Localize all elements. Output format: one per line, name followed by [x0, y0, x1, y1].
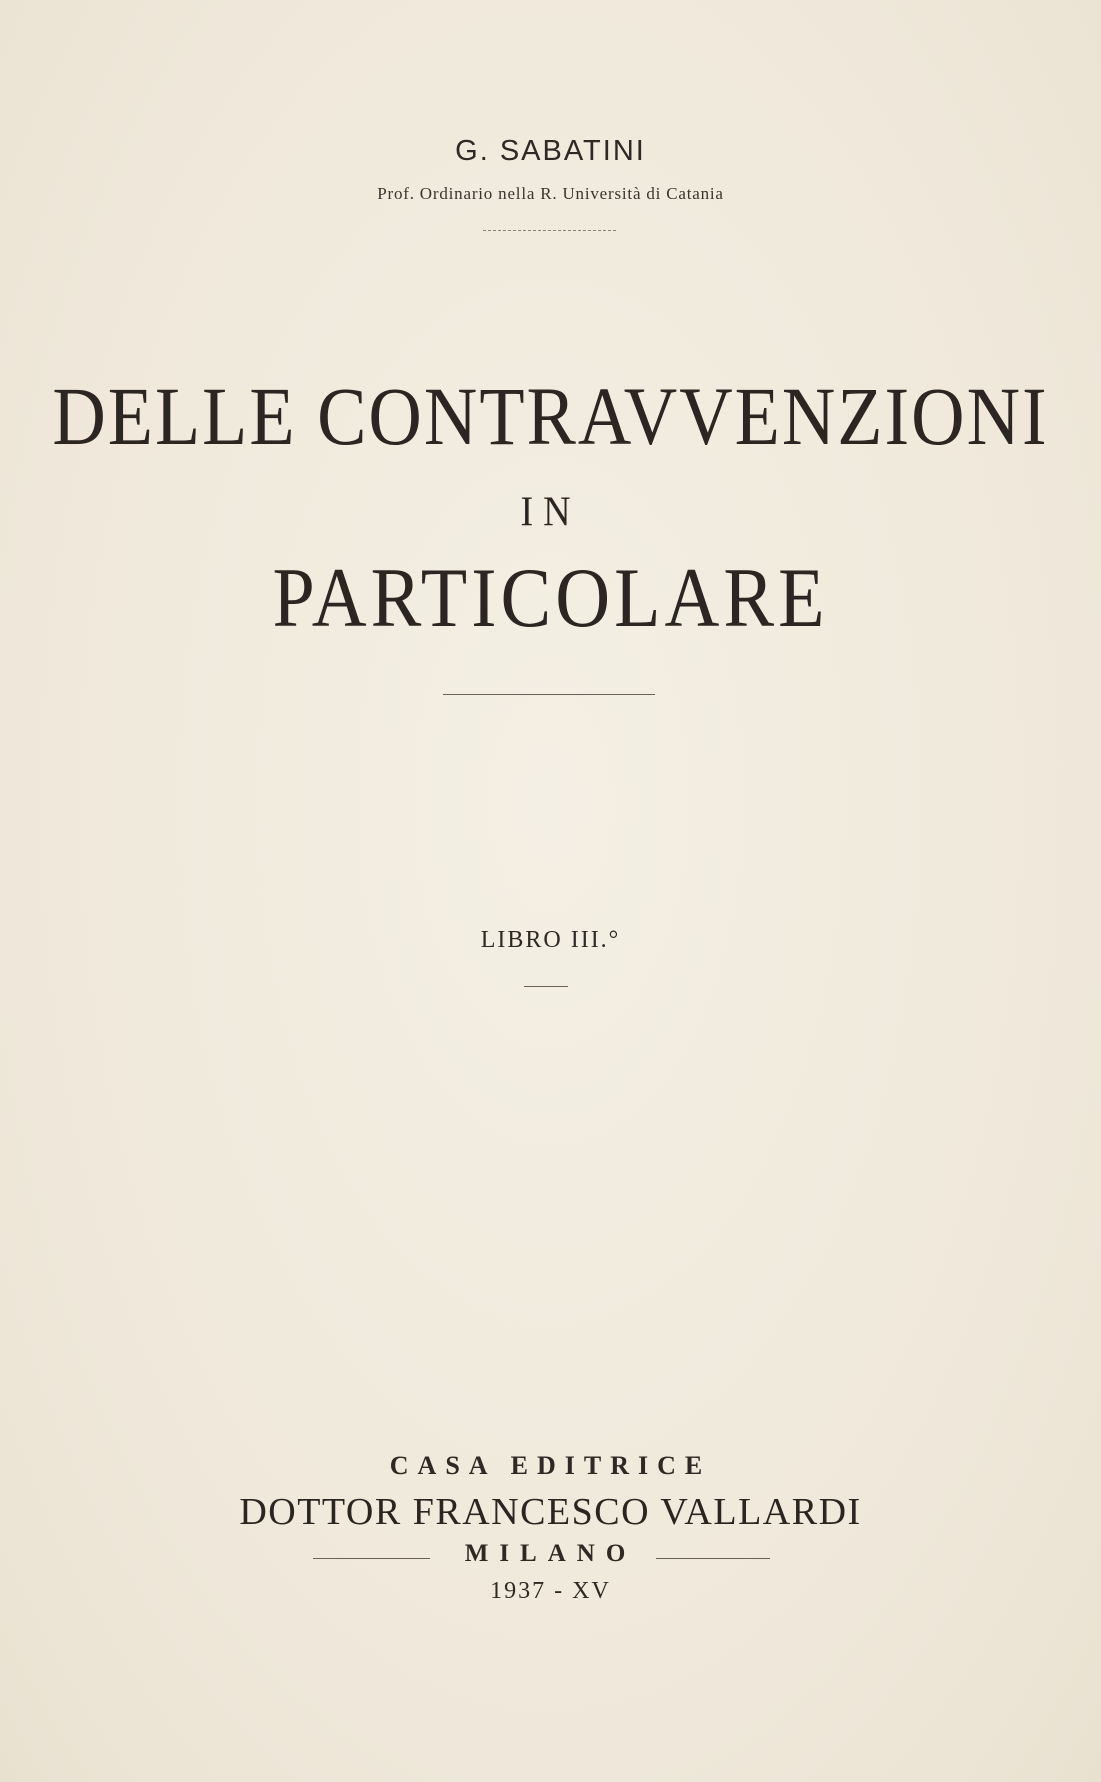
city-rule-right [656, 1558, 770, 1559]
author-divider [483, 230, 616, 231]
imprint-house-label: CASA EDITRICE [389, 1451, 712, 1480]
title-line-1: DELLE CONTRAVVENZIONI [52, 371, 1049, 463]
title-line-3: PARTICOLARE [272, 550, 829, 645]
volume-label: LIBRO III.° [480, 927, 621, 953]
imprint-year: 1937 - XV [490, 1578, 611, 1604]
author-name: G. SABATINI [455, 135, 646, 167]
imprint-city: MILANO [464, 1540, 637, 1567]
title-divider [443, 694, 655, 695]
author-affiliation: Prof. Ordinario nella R. Università di Catania [377, 184, 724, 203]
volume-divider [524, 986, 568, 987]
imprint-city-row [0, 1540, 1101, 1576]
title-line-2: IN [520, 488, 581, 536]
imprint-publisher: DOTTOR FRANCESCO VALLARDI [239, 1491, 862, 1533]
